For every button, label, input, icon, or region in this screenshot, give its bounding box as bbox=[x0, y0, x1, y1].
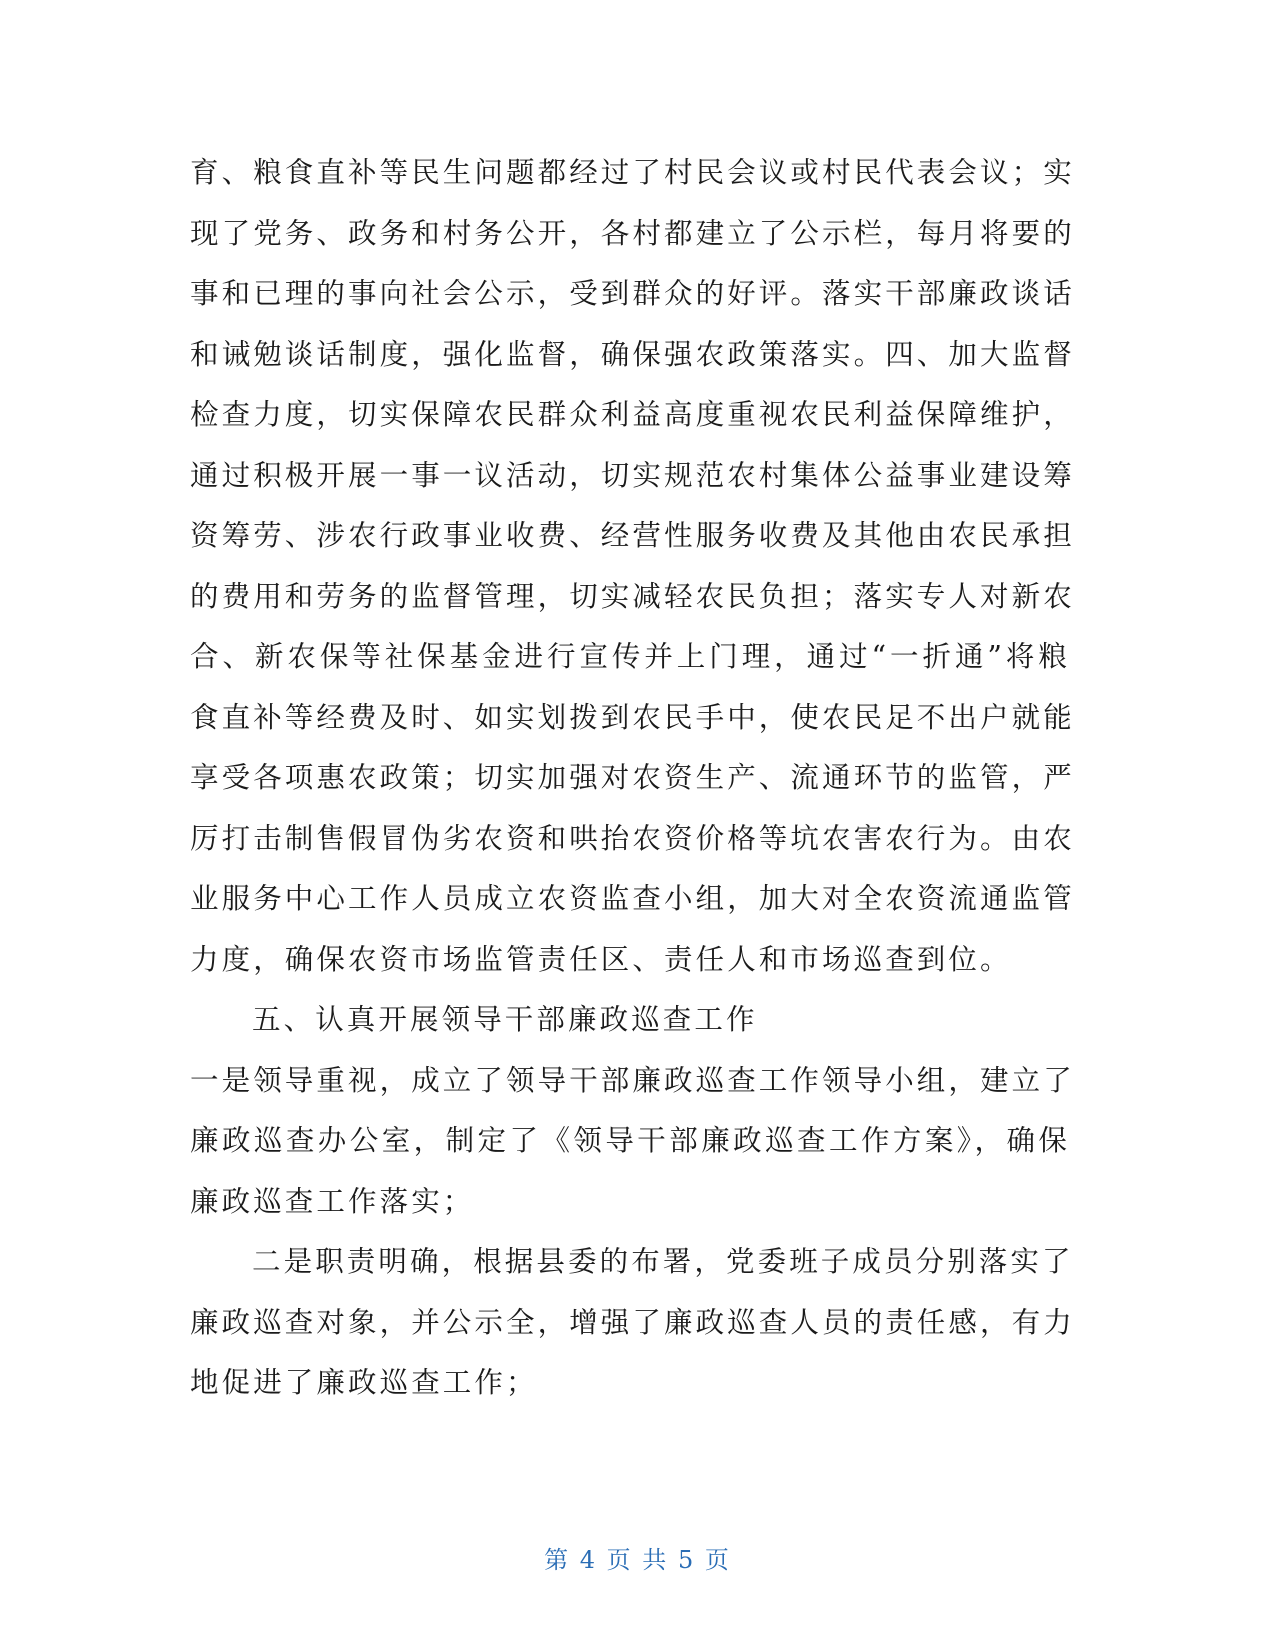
body-line: 资筹劳、涉农行政事业收费、经营性服务收费及其他由农民承担 bbox=[190, 519, 1075, 552]
body-line: 廉政巡查对象，并公示全，增强了廉政巡查人员的责任感，有力 bbox=[190, 1305, 1075, 1339]
document-body bbox=[190, 143, 1075, 1414]
body-line: 地促进了廉政巡查工作； bbox=[190, 1366, 538, 1399]
section-heading: 五、认真开展领导干部廉政巡查工作 bbox=[252, 1003, 758, 1036]
body-line: 育、粮食直补等民生问题都经过了村民会议或村民代表会议；实 bbox=[190, 156, 1075, 189]
body-line: 廉政巡查办公室，制定了《领导干部廉政巡查工作方案》，确保 bbox=[190, 1124, 1070, 1157]
body-line: 食直补等经费及时、如实划拨到农民手中，使农民足不出户就能 bbox=[190, 700, 1075, 734]
body-line: 业服务中心工作人员成立农资监查小组，加大对全农资流通监管 bbox=[190, 882, 1075, 915]
body-line: 通过积极开展一事一议活动，切实规范农村集体公益事业建设筹 bbox=[190, 458, 1075, 492]
body-line: 二是职责明确，根据县委的布署，党委班子成员分别落实了 bbox=[252, 1245, 1074, 1278]
body-line: 检查力度，切实保障农民群众利益高度重视农民利益保障维护， bbox=[190, 398, 1075, 431]
body-line: 事和已理的事向社会公示，受到群众的好评。落实干部廉政谈话 bbox=[190, 277, 1075, 310]
body-line: 廉政巡查工作落实； bbox=[190, 1184, 475, 1218]
body-line: 一是领导重视，成立了领导干部廉政巡查工作领导小组，建立了 bbox=[190, 1063, 1075, 1097]
body-line: 厉打击制售假冒伪劣农资和哄抬农资价格等坑农害农行为。由农 bbox=[190, 821, 1075, 855]
body-line: 享受各项惠农政策；切实加强对农资生产、流通环节的监管，严 bbox=[190, 761, 1075, 794]
body-line: 的费用和劳务的监督管理，切实减轻农民负担；落实专人对新农 bbox=[190, 579, 1075, 613]
page-footer bbox=[0, 1540, 1275, 1575]
body-line: 现了党务、政务和村务公开，各村都建立了公示栏，每月将要的 bbox=[190, 216, 1075, 250]
body-line: 力度，确保农资市场监管责任区、责任人和市场巡查到位。 bbox=[190, 942, 1012, 976]
body-line: 合、新农保等社保基金进行宣传并上门理，通过“一折通”将粮 bbox=[190, 640, 1070, 673]
page-number-label: 第 4 页 共 5 页 bbox=[544, 1546, 731, 1574]
body-line: 和诫勉谈话制度，强化监督，确保强农政策落实。四、加大监督 bbox=[190, 337, 1075, 371]
